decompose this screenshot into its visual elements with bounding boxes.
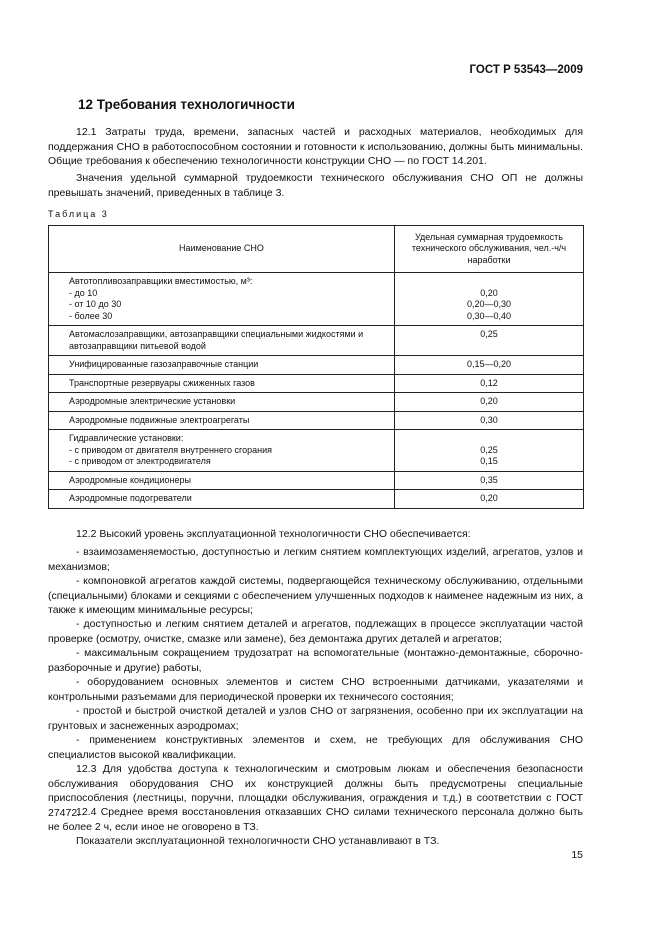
table-row	[49, 374, 584, 393]
standard-header: ГОСТ Р 53543—2009	[469, 64, 583, 76]
row-value-line: 0,20	[480, 493, 498, 503]
table-row	[49, 393, 584, 412]
row-name-line: Гидравлические установки:	[69, 433, 184, 443]
row-value-cell	[395, 273, 584, 326]
row-name-line: - с приводом от электродвигателя	[69, 456, 211, 466]
table-row	[49, 326, 584, 356]
row-name-cell	[49, 356, 395, 375]
row-name-line: - от 10 до 30	[69, 299, 122, 309]
paragraph-table-intro: Значения удельной суммарной трудоемкости технического обслуживания СНО ОП не должны превышать значений, приведенных в таблице 3.	[48, 172, 583, 199]
row-value-cell	[395, 490, 584, 509]
row-name-line: - с приводом от двигателя внутреннего сгорания	[69, 444, 272, 455]
table-row	[49, 356, 584, 375]
bullet-item: - оборудованием основных элементов и систем СНО встроенными датчиками, указателями и контрольными разъемами для периодической проверки их техничесого состояния;	[48, 676, 583, 703]
row-name-cell	[49, 490, 395, 509]
table-row	[49, 430, 584, 472]
row-value-cell	[395, 356, 584, 375]
paragraph-12-1: 12.1 Затраты труда, времени, запасных частей и расходных материалов, необходимых для поддержания СНО в работоспособном состоянии и готовности к использованию, должны быть минимальны. Общие требования к обеспечению технологичности конструкции СНО — по ГОСТ 14.201.	[48, 126, 583, 167]
row-name-line: Аэродромные подогреватели	[69, 493, 192, 503]
bullet-item: - применением конструктивных элементов и схем, не требующих для обслуживания СНО специалистов высокой квалификации.	[48, 734, 583, 761]
paragraph-12-2: 12.2 Высокий уровень эксплуатационной технологичности СНО обеспечивается:	[76, 528, 471, 540]
row-name-line: Транспортные резервуары сжиженных газов	[69, 377, 255, 388]
row-name-cell	[49, 326, 395, 356]
column-header-labor: Удельная суммарная трудоемкость технического обслуживания, чел.-ч/ч наработки	[395, 226, 584, 273]
row-value-line	[401, 433, 577, 445]
row-value-line: 0,25	[480, 444, 498, 455]
row-name-cell	[49, 393, 395, 412]
row-value-cell	[395, 393, 584, 412]
row-value-line	[401, 276, 577, 288]
page-number: 15	[571, 849, 583, 861]
row-value-line: 0,20—0,30	[466, 299, 512, 309]
row-name-line: Автомаслозаправщики, автозаправщики специальными жидкостями и автозаправщики питьевой водой	[69, 329, 364, 351]
row-value-line: 0,12	[480, 377, 498, 388]
row-value-line: 0,20	[480, 287, 498, 298]
row-value-line: 0,20	[480, 396, 498, 406]
row-value-line: 0,15	[480, 456, 498, 466]
bullet-item: - максимальным сокращением трудозатрат на вспомогательные (монтажно-демонтажные, сборочно-разборочные и другие) работы,	[48, 647, 583, 674]
row-name-cell	[49, 471, 395, 490]
row-name-line: - более 30	[69, 310, 113, 321]
bullet-item: - доступностью и легким снятием деталей и агрегатов, подлежащих в процессе эксплуатации частой проверке (осмотру, очистке, смазке или замене), без демонтажа других деталей и агрегатов;	[48, 618, 583, 645]
table-row	[49, 490, 584, 509]
row-name-line: Аэродромные электрические установки	[69, 396, 236, 406]
row-value-line: 0,25	[480, 329, 498, 339]
paragraph-12-3: 12.3 Для удобства доступа к технологическим и смотровым люкам и обеспечения безопасности обслуживания оборудования СНО их конструкцией должны быть предусмотрены специальные приспособления (лестницы, поручни, площадки обслуживания, ограждения и т.д.) в соответствии с ГОСТ 27472.	[48, 763, 583, 819]
table-body	[49, 273, 584, 509]
bullet-item: - взаимозаменяемостью, доступностью и легким снятием комплектующих изделий, агрегатов, узлов и механизмов;	[48, 546, 583, 573]
row-name-line: Аэродромные кондиционеры	[69, 474, 191, 485]
row-name-line: Автотопливозаправщики вместимостью, м³:	[69, 276, 253, 286]
row-value-line: 0,35	[480, 474, 498, 485]
row-value-line: 0,15—0,20	[466, 359, 512, 369]
table-row	[49, 273, 584, 326]
row-name-line: Унифицированные газозаправочные станции	[69, 359, 259, 369]
bullet-item: - простой и быстрой очисткой деталей и узлов СНО от загрязнения, особенно при их эксплуатации на грунтовых и заснеженных аэродромах;	[48, 705, 583, 732]
row-name-cell	[49, 374, 395, 393]
row-name-cell	[49, 411, 395, 430]
row-value-cell	[395, 374, 584, 393]
row-value-cell	[395, 430, 584, 472]
row-name-line: - до 10	[69, 287, 98, 298]
table-caption: Таблица 3	[48, 209, 109, 219]
table-row	[49, 471, 584, 490]
requirements-table	[48, 225, 584, 509]
row-value-line: 0,30—0,40	[466, 310, 512, 321]
row-value-line: 0,30	[480, 414, 498, 425]
row-name-line: Аэродромные подвижные электроагрегаты	[69, 414, 250, 425]
row-value-cell	[395, 471, 584, 490]
paragraph-12-4: 12.4 Среднее время восстановления отказавших СНО силами технического персонала должно быть не более 2 ч, если иное не оговорено в ТЗ.	[48, 806, 583, 833]
bullet-item: - компоновкой агрегатов каждой системы, подвергающейся техническому обслуживанию, отдельными (специальными) блоками и секциями с обеспечением улучшенных подходов к наименее надежным из них, а также к имеющим минимальные ресурсы;	[48, 575, 583, 616]
row-name-cell	[49, 273, 395, 326]
table-header-row	[49, 226, 584, 273]
row-value-cell	[395, 326, 584, 356]
paragraph-final: Показатели эксплуатационной технологичности СНО устанавливают в ТЗ.	[76, 835, 440, 847]
table-row	[49, 411, 584, 430]
column-header-name: Наименование СНО	[49, 226, 395, 273]
row-value-cell	[395, 411, 584, 430]
section-title: 12 Требования технологичности	[78, 97, 295, 112]
row-name-cell	[49, 430, 395, 472]
